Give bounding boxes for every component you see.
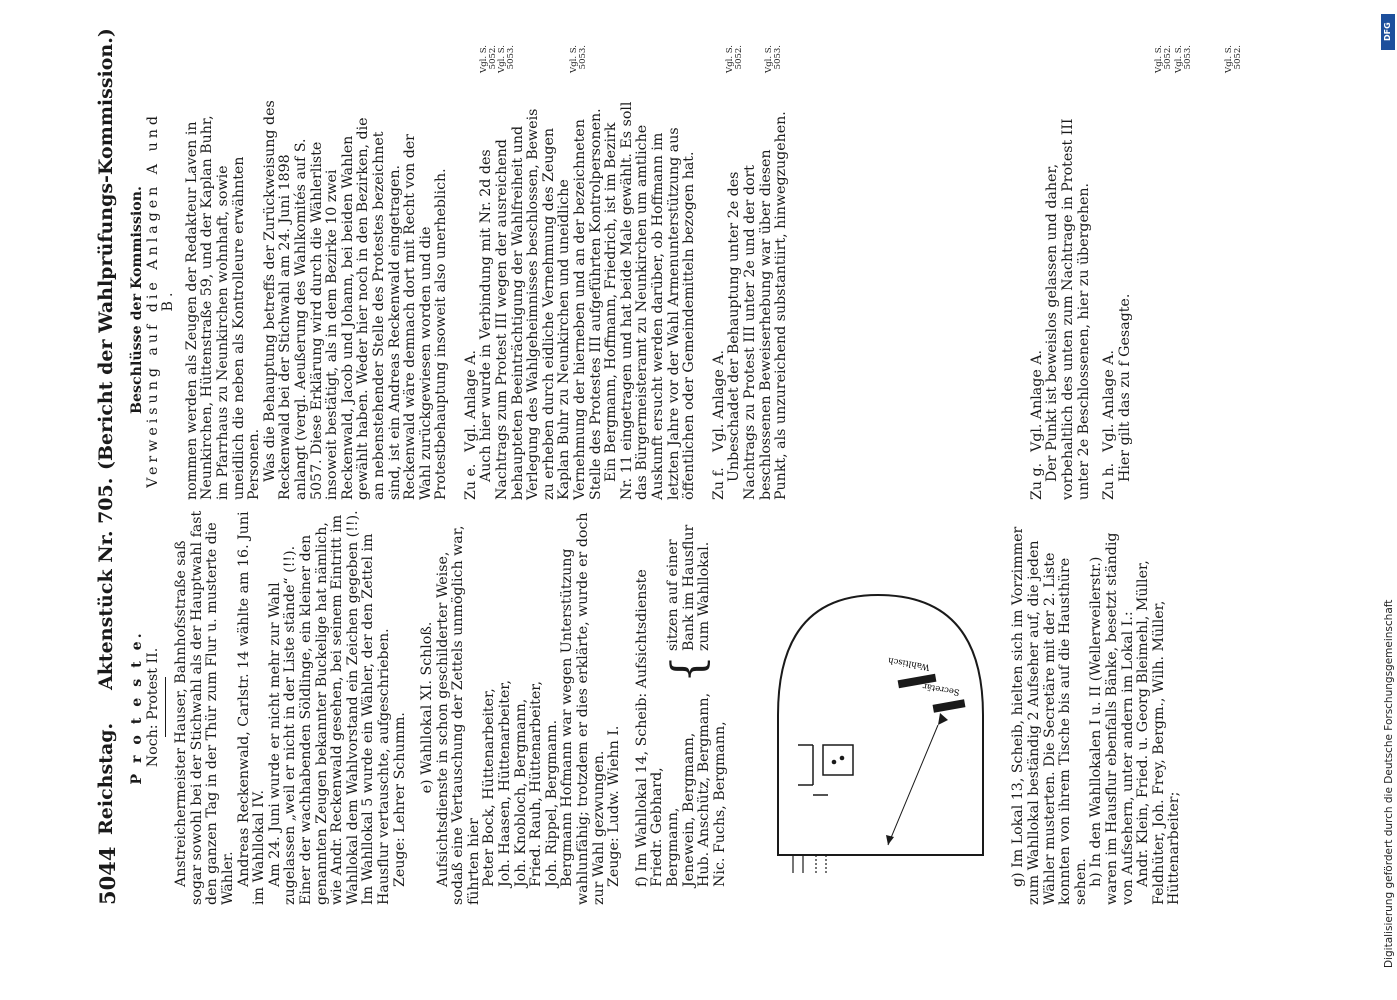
list-item: Joh. Haasen, Hüttenarbeiter, — [497, 679, 514, 887]
paragraph: Anstreichermeister Hauser, Bahnhofsstraße saß sogar sowohl bei der Stichwahl als der Hauptwahl fast den ganzen Tag in der Thür zum Flur u. musterte die Wähler. — [173, 510, 236, 905]
section-heading-f: f) Im Wahllokal 14, Scheib: Aufsichtsdienste — [633, 569, 650, 887]
paragraph-h: h) In den Wahllokalen I u. II (Wellerweilerstr.) waren im Hausflur ebenfalls Bänke, besetzt ständig von Aufsehern, unter andern im Lokal I.: — [1088, 532, 1136, 905]
paragraph: Aufsichtsdienste in schon geschilderter Weise, sodaß eine Vertauschung der Zettels unmöglich war, führten hier — [434, 525, 482, 905]
ballot-box — [823, 745, 853, 775]
page-number: 5044 — [95, 846, 120, 905]
brace-note-line: sitzen auf einer — [665, 539, 681, 651]
list-item: Fried. Rauh, Hüttenarbeiter, — [528, 681, 545, 887]
zu-f-block — [712, 100, 728, 500]
name-list — [650, 687, 728, 905]
margin-note: Vgl. S. 5052. — [1224, 45, 1243, 73]
zu-g-ref: Vgl. Anlage A. — [1028, 349, 1045, 452]
paragraph: Hier gilt das zu f Gesagte. — [1116, 293, 1133, 482]
witness-line: Zeuge: Lehrer Schumm. — [391, 712, 408, 887]
margin-note: Vgl. S. 5053. — [764, 45, 783, 73]
arrow-tail — [938, 713, 948, 725]
list-item: Friedr. Gebhard, Bergmann, — [649, 767, 681, 887]
sight-line — [888, 725, 938, 845]
paragraph: Ein Bergmann, Hoffmann, Friedrich, ist im Bezirk Nr. 11 eingetragen und hat beide Male gewählt. Es soll das Bürgermeisteramt zu Neunkirchen um amtliche Auskunft ersucht werden darüber, ob Hoffmann im letzten Jahre vor der Wahl Armenunterstützung aus öffentlichen oder Gemeindemitteln bezogen hat. — [603, 101, 698, 500]
paragraph: Bergmann Hofmann war wegen Unterstützung wahlunfähig; trotzdem er dies erklärte, wurde er doch zur Wahl gezwungen. — [559, 512, 607, 905]
zu-h-block — [1102, 100, 1118, 500]
list-item: Jenewein, Bergmann, — [680, 732, 697, 887]
list-item: Hub. Anschütz, Bergmann, — [696, 692, 713, 887]
right-title: Beschlüsse der Kommission. — [129, 186, 145, 414]
paragraph: Auch hier wurde in Verbindung mit Nr. 2d des Nachtrags zum Protest III wegen der ausreichend behaupteten Beeinträchtigung der Wahlfreiheit und Verlegung des Wahlgeheimnisses beschlossen, Beweis zu erheben durch eidliche Vernehmung des Zeugen Kaplan Buhr zu Neunkirchen und uneidliche Vernehmung der hierneben und an der bezeichneten Stelle des Protestes III aufgeführten Kontrolpersonen. — [478, 108, 604, 500]
brace-note-line: Bank im Hausflur — [680, 524, 697, 651]
witness-line: Zeuge: Ludw. Wiehn I. — [606, 725, 623, 887]
paragraph: Andreas Reckenwald, Carlstr. 14 wählte am 16. Juni im Wahllokal IV. — [235, 511, 268, 905]
dot — [840, 756, 845, 761]
margin-note: Vgl. S. 5053. — [569, 45, 588, 73]
margin-note: Vgl. S. 5052. — [1154, 45, 1173, 73]
paragraph-h-names: Andr. Klein, Fried. u. Georg Bleimehl, Müller, Feldhüter, Joh. Frey, Bergm., Wilh. Müller, Hüttenarbeiter; — [1135, 560, 1183, 905]
left-column — [130, 510, 1183, 905]
list-item: Joh. Rippel, Bergmann. — [543, 719, 560, 887]
right-column — [130, 100, 1133, 500]
secretary-label: Secretär — [922, 680, 961, 697]
brace: { — [663, 655, 715, 683]
zu-g-block — [1030, 100, 1046, 500]
zu-f-label: Zu f. — [710, 467, 727, 500]
paragraph: nommen werden als Zeugen der Redakteur Laven in Neunkirchen, Hüttenstraße 59, und der Kaplan Buhr, im Pfarrhaus zu Neunkirchen wohnhaft, sowie uneidlich die neben als Kontrolleure erwähnten Personen. — [183, 115, 263, 500]
right-subtitle: Verweisung auf die Anlagen A und B. — [144, 112, 177, 488]
dot — [832, 760, 837, 765]
header-left: Reichstag. — [95, 722, 117, 835]
list-item: Peter Bock, Hüttenarbeiter, — [481, 688, 498, 887]
zu-f-ref: Vgl. Anlage A. — [710, 349, 727, 452]
list-item: Nic. Fuchs, Bergmann, — [711, 721, 728, 887]
floor-plan-diagram — [738, 575, 993, 875]
secretary-table — [933, 699, 966, 712]
header-right: (Bericht der Wahlprüfungs-Kommission.) — [95, 28, 117, 470]
zu-e-ref: Vgl. Anlage A. — [462, 349, 479, 452]
margin-note: Vgl. S. 5053. — [1174, 45, 1193, 73]
paragraph: Der Punkt ist beweislos gelassen und daher, vorbehaltlich des unten zum Nachtrage in Protest III unter 2e Beschlossenen, hier zu übergehen. — [1044, 118, 1092, 500]
section-heading-e: e) Wahllokal XI. Schloß. — [419, 621, 436, 794]
left-subtitle: Noch: Protest II. — [144, 647, 161, 768]
left-title: P r o t e s t e. — [129, 630, 145, 785]
margin-note: Vgl. S. 5052. — [725, 45, 744, 73]
margin-note: Vgl. S. 5053. — [497, 45, 516, 73]
room-outline — [778, 595, 983, 855]
zu-e-label: Zu e. — [462, 463, 479, 500]
arrow-head — [886, 835, 894, 845]
paragraph: Am 24. Juni wurde er nicht mehr zur Wahl zugelassen „weil er nicht in der Liste stände“ (!!). Einer der wachhabenden Söldlinge, ein kleiner den genannten Zeugen bekannter Buckelige hat nämlich, wie Andr. Reckenwald gesehen, bei seinem Eintritt im Wahllokal dem Wahlvorstand ein Zeichen gegeben (!!). Im Wahllokal 5 wurde ein Wähler, der den Zettel im Hausflur vertauschte, aufgeschrieben. — [266, 510, 392, 905]
zu-e-block — [464, 100, 480, 500]
dfg-logo: DFG — [1381, 14, 1395, 50]
list-item: Joh. Knobloch, Bergmann, — [512, 698, 529, 887]
zu-g-label: Zu g. — [1028, 462, 1045, 500]
voting-table-label: Wahltisch — [887, 654, 931, 672]
f-block — [650, 510, 728, 905]
zu-h-label: Zu h. — [1101, 462, 1118, 500]
divider — [165, 678, 166, 738]
header-center: Aktenstück Nr. 705. — [95, 477, 117, 690]
watermark — [1379, 0, 1395, 1000]
brace-note — [666, 525, 713, 651]
watermark-text: Digitalisierung gefördert durch die Deutsche Forschungsgemeinschaft — [1383, 599, 1395, 968]
margin-note: Vgl. S. 5052. — [479, 45, 498, 73]
brace-note-line: zum Wahllokal. — [696, 541, 713, 651]
paragraph: Unbeschadet der Behauptung unter 2e des Nachtrags zu Protest III unter 2e und der dort beschlossenen Beweiserhebung war über diesen Punkt, als unzureichend substantiirt, hinwegzugehen. — [726, 111, 790, 500]
name-list — [482, 510, 560, 905]
paragraph: Was die Behauptung betreffs der Zurückweisung des Reckenwald bei der Stichwahl am 24. Juni 1898 anlangt (vergl. Aeußerung des Wahlkomités auf S. 5057. Diese Erklärung wird durch die Wählerliste insoweit bestätigt, als in dem Bezirke 10 zwei Reckenwald, Jacob und Johann, bei beiden Wahlen gewählt haben. Weder hier noch in den Bezirken, die an nebenstehender Stelle des Protestes bezeichnet sind, ist ein Andreas Reckenwald eingetragen. Reckenwald wäre demnach dort mit Recht von der Wahl zurückgewiesen worden und die Protestbehauptung insoweit also unerheblich. — [261, 100, 450, 500]
zu-h-ref: Vgl. Anlage A. — [1101, 349, 1118, 452]
paragraph-g: g) Im Lokal 13, Scheib, hielten sich im Vorzimmer zum Wahllokal beständig 2 Aufseher auf, die jeden Wähler musterten. Die Secretäre mit der 2. Liste konnten von ihrem Tische bis auf die Hausthüre sehen. — [1010, 526, 1089, 905]
